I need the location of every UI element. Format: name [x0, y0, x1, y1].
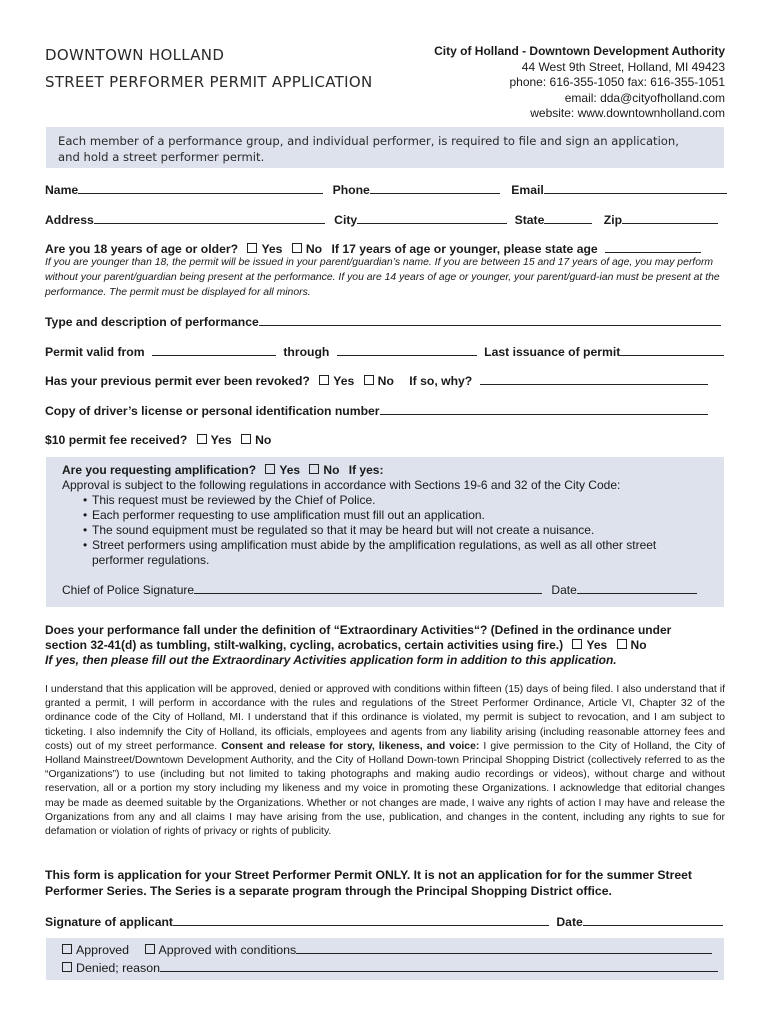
- amplification-question: Are you requesting amplification?: [62, 463, 257, 477]
- chief-date-label: Date: [551, 583, 577, 597]
- permit-valid-label: Permit valid from: [45, 345, 145, 359]
- denied-reason-field[interactable]: [160, 959, 718, 972]
- phone-label: Phone: [332, 183, 370, 197]
- minors-note: If you are younger than 18, the permit will be issued in your parent/guardian’s name. If you are between 15 and 17 years of age, you may perform without your parent/guardian being present at the performance. If you are 14 years of age or younger, your parent/guard-ian must be present at the performance. The permit must be displayed for all minors.: [45, 257, 720, 298]
- approved-conditions-label: Approved with conditions: [158, 943, 297, 957]
- email-label: Email: [511, 183, 544, 197]
- notice-line1: This form is application for your Street Performer Permit ONLY. It is not an application for for the summer Street: [45, 868, 692, 882]
- amplification-rule: • The sound equipment must be regulated so that it may be heard but will not create a nuisance.: [92, 523, 708, 538]
- organization-info: [434, 44, 725, 122]
- form-title-line1: DOWNTOWN HOLLAND: [45, 46, 225, 64]
- intro-box: [46, 127, 724, 168]
- signature-date-label: Date: [556, 915, 583, 929]
- form-title-line2: STREET PERFORMER PERMIT APPLICATION: [45, 73, 373, 91]
- agreement-text: I understand that this application will be approved, denied or approved with conditions within fifteen (15) days of being filed. I also understand that if granted a permit, I will perform in accordance with the rules and regulations of the Street Performer Ordinance, Article VI, Chapter 32 of the ordinance code of the City of Holland, MI. I understand that if this ordinance is violated, my permit is subject to revocation, and I am subject to ticketing. I also indemnify the City of Holland, its officials, employees and agents from any liability arising (including reasonable attorney fees and costs) out of my street performance.: [45, 684, 725, 752]
- approved-conditions-checkbox[interactable]: [145, 944, 155, 954]
- chief-signature-row: [62, 581, 708, 598]
- revoked-no-label: No: [377, 374, 394, 388]
- amplification-question-row: [62, 463, 708, 478]
- extraordinary-question-line2: section 32-41(d) as tumbling, stilt-walking, cycling, acrobatics, certain activities using fire.): [45, 638, 564, 652]
- revoked-yes-label: Yes: [333, 374, 355, 388]
- license-label: Copy of driver’s license or personal identification number: [45, 404, 380, 418]
- why-label: If so, why?: [409, 374, 473, 388]
- approved-checkbox[interactable]: [62, 944, 72, 954]
- intro-line1: Each member of a performance group, and individual performer, is required to file and sign an application,: [58, 134, 679, 148]
- permit-through-field[interactable]: [337, 343, 477, 356]
- notice-line2: Performer Series. The Series is a separate program through the Principal Shopping District office.: [45, 883, 612, 898]
- consent-heading: Consent and release for story, likeness, and voice:: [221, 740, 480, 752]
- denied-label: Denied; reason: [76, 961, 161, 975]
- amplification-yes-checkbox[interactable]: [265, 464, 275, 474]
- amplification-no-label: No: [323, 463, 340, 477]
- amplification-no-checkbox[interactable]: [309, 464, 319, 474]
- approval-row: [62, 941, 708, 959]
- license-row: [45, 402, 708, 418]
- fee-row: [45, 432, 271, 448]
- denied-row: [62, 959, 708, 977]
- age-if17-label: If 17 years of age or younger, please state age: [331, 242, 598, 256]
- revoked-question: Has your previous permit ever been revoked?: [45, 374, 310, 388]
- approved-label: Approved: [76, 943, 130, 957]
- type-field[interactable]: [259, 313, 721, 326]
- amplification-box: [46, 457, 724, 607]
- age-yes-checkbox[interactable]: [247, 243, 257, 253]
- signature-label: Signature of applicant: [45, 915, 173, 929]
- denied-checkbox[interactable]: [62, 962, 72, 972]
- extraordinary-section: [45, 623, 735, 668]
- revoked-yes-checkbox[interactable]: [319, 375, 329, 385]
- name-field[interactable]: [78, 181, 323, 194]
- city-field[interactable]: [357, 211, 507, 224]
- last-issuance-field[interactable]: [620, 343, 724, 356]
- extraordinary-question-line1: Does your performance fall under the definition of “Extraordinary Activities“? (Defined in the ordinance under: [45, 623, 672, 637]
- fee-yes-label: Yes: [210, 433, 232, 447]
- fee-no-checkbox[interactable]: [241, 434, 251, 444]
- phone-field[interactable]: [370, 181, 500, 194]
- consent-text: I give permission to the City of Holland, the City of Holland Mainstreet/Downtown Development Authority, and the City of Holland Down-town Principal Shopping District (collectively referred to as the “Organizations”) to use (including but not limited to taking photographs and making audio recordings or videos), without charge and without reservation, all or a portion my story including my likeness and my voice in promoting these Organizations. I acknowledge that editorial changes may be made as deemed suitable by the Organizations. Whether or not changes are made, I waive any rights of action I may have and release the Organizations from any and all claims I may have arising from the use, publication, and changes in the content, including any rights to sue for defamation or violation of rights of privacy or rights of publicity.: [45, 740, 725, 838]
- through-label: through: [283, 345, 330, 359]
- chief-signature-label: Chief of Police Signature: [62, 583, 195, 597]
- age-question: Are you 18 years of age or older?: [45, 242, 239, 256]
- org-phone-fax: phone: 616-355-1050 fax: 616-355-1051: [509, 75, 725, 90]
- type-label: Type and description of performance: [45, 315, 259, 329]
- permit-valid-row: [45, 343, 724, 359]
- revoked-row: [45, 372, 708, 388]
- chief-signature-field[interactable]: [194, 581, 542, 594]
- state-field[interactable]: [544, 211, 592, 224]
- zip-label: Zip: [603, 213, 623, 227]
- org-address: 44 West 9th Street, Holland, MI 49423: [521, 59, 725, 74]
- amplification-if-yes: If yes:: [348, 463, 384, 477]
- name-label: Name: [45, 183, 79, 197]
- city-label: City: [334, 213, 358, 227]
- last-issuance-label: Last issuance of permit: [484, 345, 621, 359]
- extraordinary-no-checkbox[interactable]: [617, 639, 627, 649]
- extraordinary-yes-label: Yes: [586, 638, 608, 652]
- office-use-box: [46, 938, 724, 980]
- chief-date-field[interactable]: [577, 581, 697, 594]
- license-field[interactable]: [380, 402, 708, 415]
- age-no-checkbox[interactable]: [292, 243, 302, 253]
- org-website: website: www.downtownholland.com: [530, 106, 725, 121]
- age-yes-label: Yes: [261, 242, 283, 256]
- fee-no-label: No: [255, 433, 272, 447]
- extraordinary-instruction: If yes, then please fill out the Extraordinary Activities application form in addition to this application.: [45, 653, 617, 667]
- amplification-rule: • Each performer requesting to use amplification must fill out an application.: [92, 508, 708, 523]
- amplification-yes-label: Yes: [279, 463, 301, 477]
- contact-row: [45, 181, 727, 197]
- amplification-rules: [62, 493, 708, 568]
- intro-line2: and hold a street performer permit.: [58, 150, 265, 164]
- type-row: [45, 313, 721, 329]
- age-row: [45, 240, 701, 256]
- state-label: State: [514, 213, 545, 227]
- amplification-rule: • Street performers using amplification must abide by the amplification regulations, as well as all other street performer regulations.: [92, 538, 708, 568]
- conditions-field[interactable]: [296, 941, 712, 954]
- age-field[interactable]: [605, 240, 701, 253]
- notice: [45, 868, 692, 899]
- permit-from-field[interactable]: [152, 343, 276, 356]
- amplification-rule: • This request must be reviewed by the Chief of Police.: [92, 493, 708, 508]
- signature-date-field[interactable]: [583, 913, 723, 926]
- email-field[interactable]: [544, 181, 727, 194]
- org-email: email: dda@cityofholland.com: [564, 90, 725, 105]
- age-no-label: No: [305, 242, 323, 256]
- address-row: [45, 211, 718, 227]
- amplification-intro: Approval is subject to the following regulations in accordance with Sections 19-6 and 32 of the City Code:: [62, 478, 621, 492]
- signature-field[interactable]: [173, 913, 549, 926]
- address-field[interactable]: [94, 211, 325, 224]
- agreement-paragraph: [45, 683, 725, 839]
- zip-field[interactable]: [622, 211, 718, 224]
- extraordinary-question-line2-row: [45, 638, 735, 653]
- fee-yes-checkbox[interactable]: [197, 434, 207, 444]
- org-name: City of Holland - Downtown Development Authority: [434, 44, 725, 58]
- extraordinary-yes-checkbox[interactable]: [572, 639, 582, 649]
- signature-row: [45, 913, 723, 929]
- why-field[interactable]: [480, 372, 708, 385]
- extraordinary-no-label: No: [630, 638, 647, 652]
- fee-label: $10 permit fee received?: [45, 433, 188, 447]
- revoked-no-checkbox[interactable]: [364, 375, 374, 385]
- address-label: Address: [45, 213, 94, 227]
